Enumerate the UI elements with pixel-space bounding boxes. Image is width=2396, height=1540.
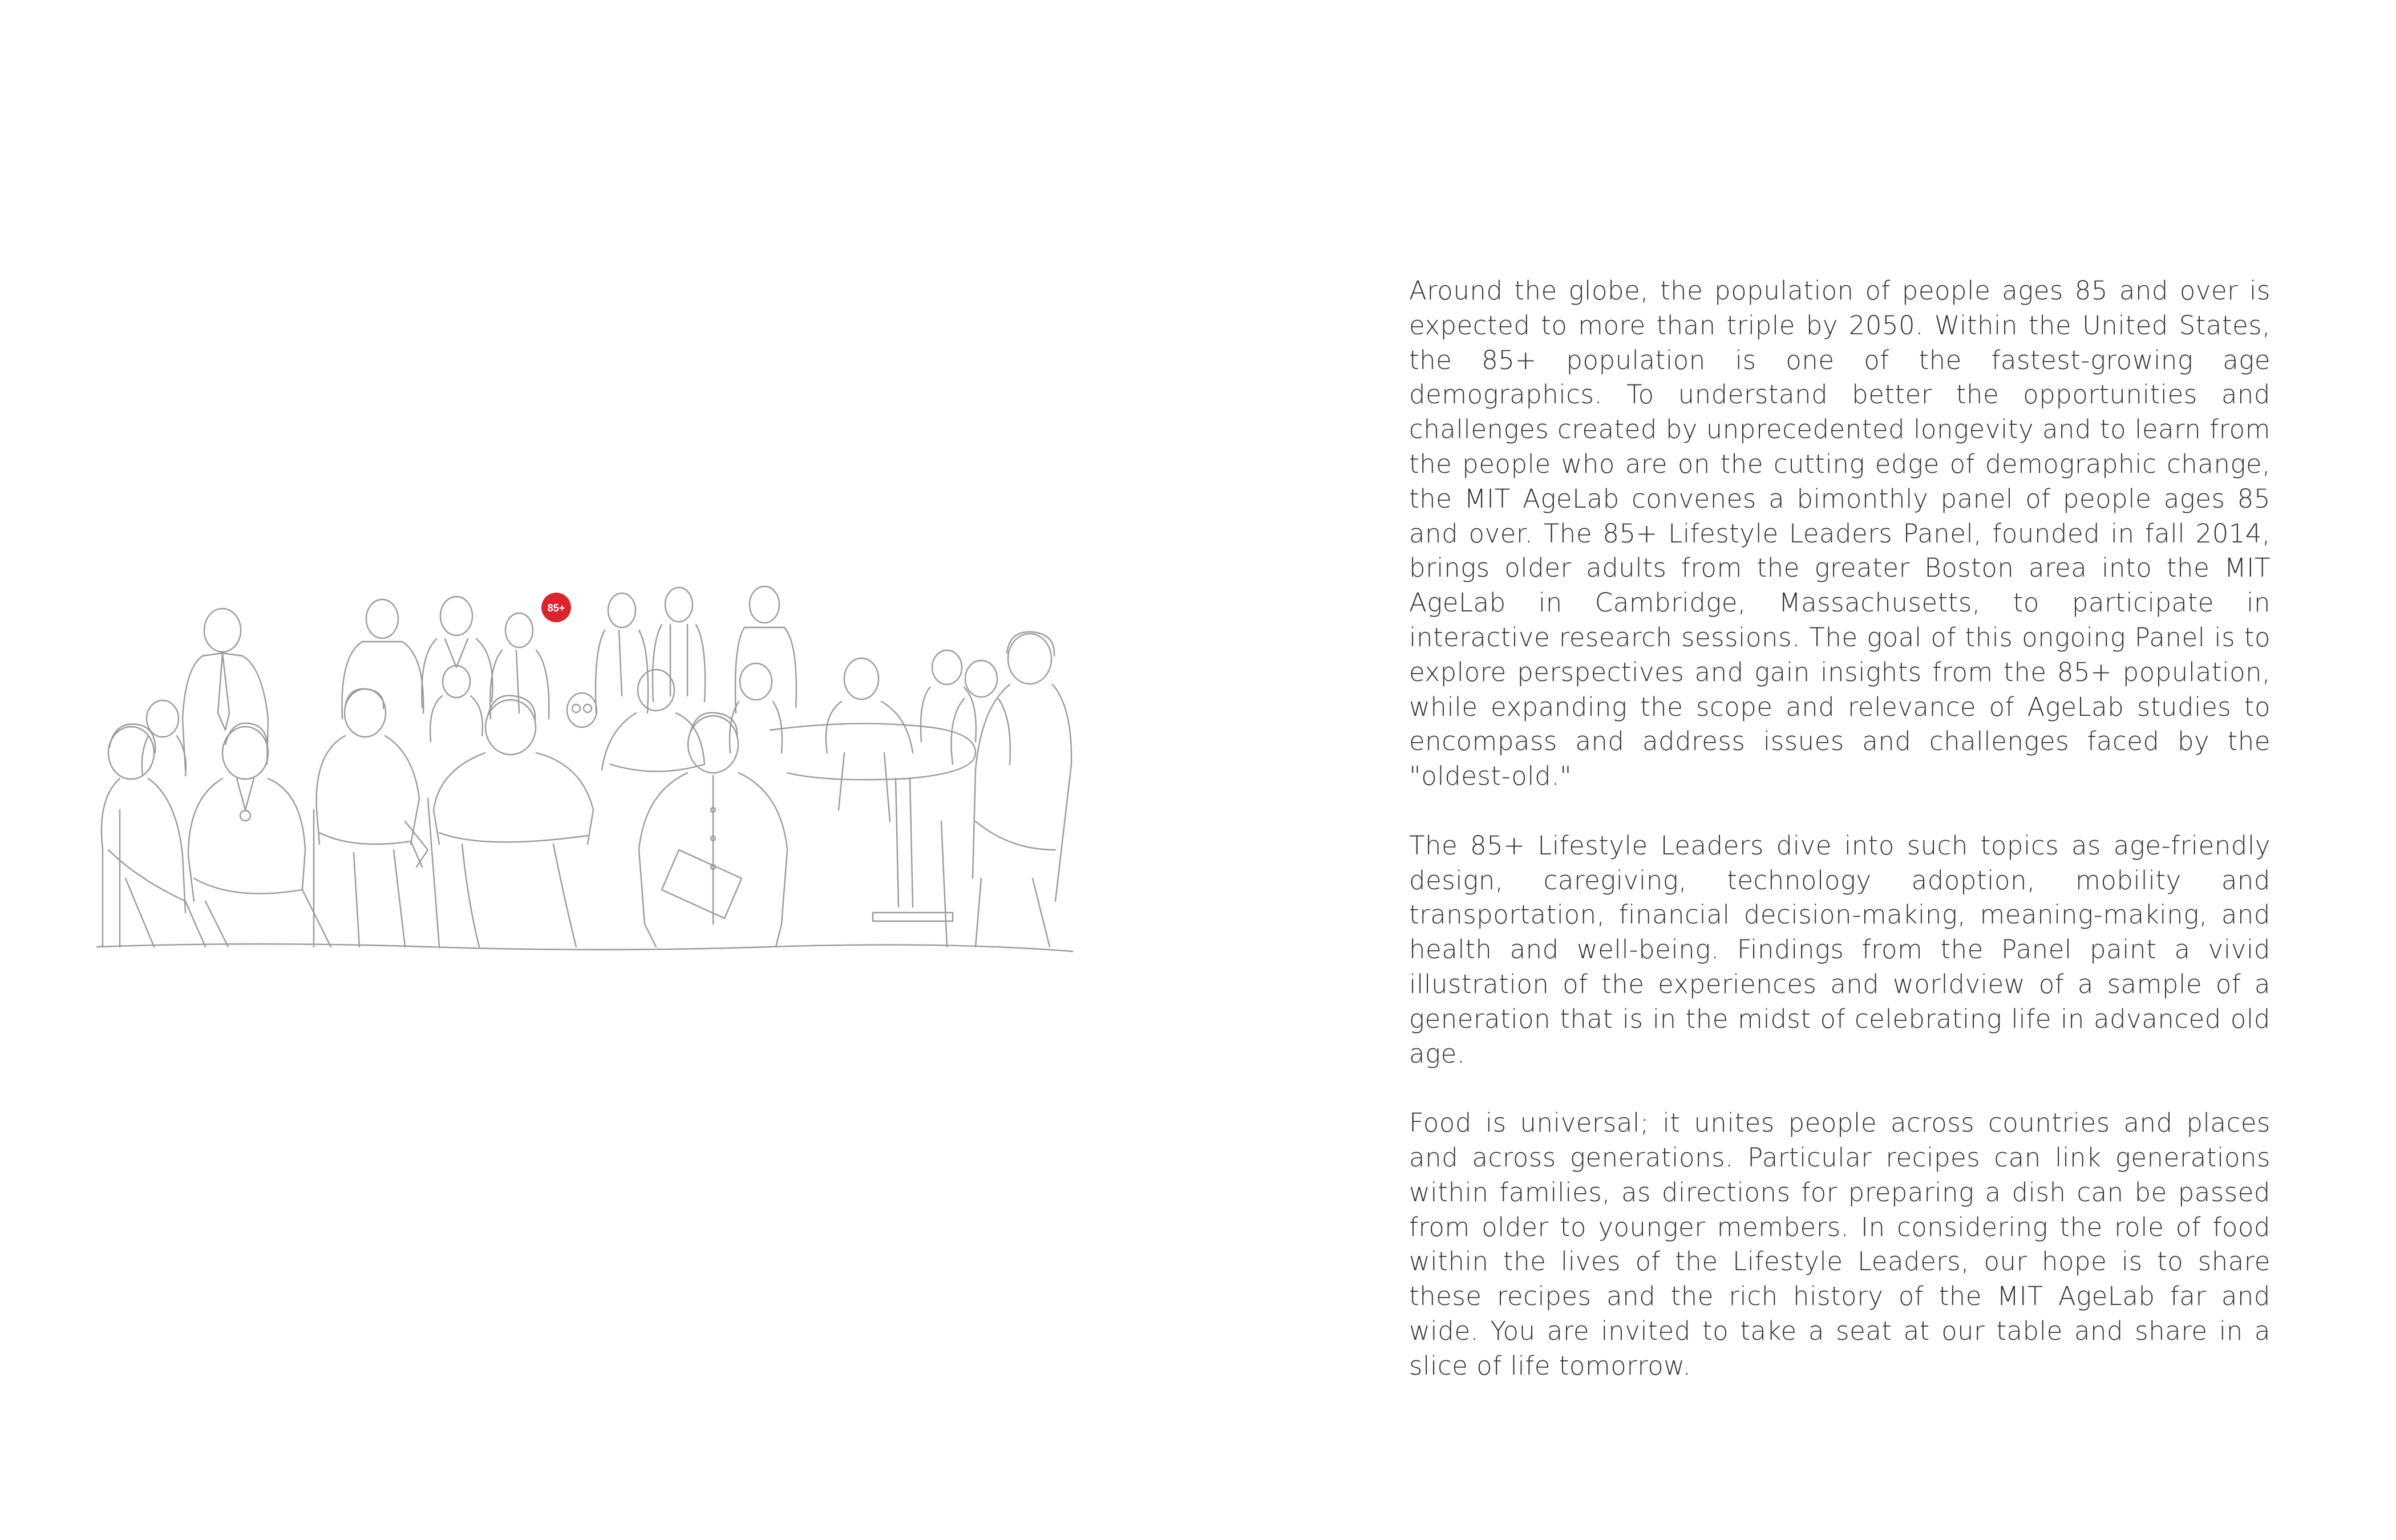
- paragraph-topics: The 85+ Lifestyle Leaders dive into such topics as age-friendly design, caregiving, technology adoption, mobility and transportation, financial decision-making, meaning-making, and health and well-being. Findings from the Panel paint a vivid illustration of the experiences and worldview of a sample of a generation that is in the midst of celebrating life in advanced old age.: [1409, 830, 2270, 1069]
- person-back-row-5: [653, 587, 705, 702]
- chair-line-3: [428, 799, 439, 947]
- paragraph-food: Food is universal; it unites people across countries and places and across generations. Particular recipes can link generations within families, as directions for preparing a dish can be passed from older to younger members. In considering the role of food within the lives of the Lifestyle Leaders, our hope is to share these recipes and the rich history of the MIT AgeLab far and wide. You are invited to take a seat at our table and share in a slice of life tomorrow.: [1409, 1108, 2270, 1381]
- paragraph-intro: Around the globe, the population of people ages 85 and over is expected to more than triple by 2050. Within the United States, the 85+ population is one of the fastest-growing age demographics. To understand better the opportunities and challenges created by unprecedented longevity and to learn from the people who are on the cutting edge of demographic change, the MIT AgeLab convenes a bimonthly panel of people ages 85 and over. The 85+ Lifestyle Leaders Panel, founded in fall 2014, brings older adults from the greater Boston area into the MIT AgeLab in Cambridge, Massachusetts, to participate in interactive research sessions. The goal of this ongoing Panel is to explore perspectives and gain insights from the 85+ population, while expanding the scope and relevance of AgeLab studies to encompass and address issues and challenges faced by the "oldest-old.": [1409, 275, 2270, 792]
- person-left-seated-2: [188, 723, 331, 947]
- person-front-seated: [639, 712, 787, 947]
- group-line-illustration: [86, 582, 1078, 953]
- floor-line: [97, 944, 1072, 951]
- person-center-back: [430, 666, 483, 741]
- person-back-row-4: [596, 593, 648, 713]
- person-right-seated-1: [826, 658, 913, 821]
- person-center-seated-2: [434, 695, 593, 947]
- chair-line-4: [941, 821, 947, 947]
- person-standing-left: [183, 609, 268, 770]
- marker-label: 85+: [547, 602, 565, 614]
- person-back-row-2: [422, 597, 492, 707]
- person-far-right: [973, 632, 1071, 947]
- body-text-column: [1409, 274, 2270, 1384]
- person-center-seated-1: [317, 689, 428, 947]
- person-left-back: [142, 700, 186, 776]
- panel-members-drawing: [86, 582, 1078, 953]
- marker-badge: [541, 593, 571, 622]
- person-center-seated-3: [567, 693, 597, 727]
